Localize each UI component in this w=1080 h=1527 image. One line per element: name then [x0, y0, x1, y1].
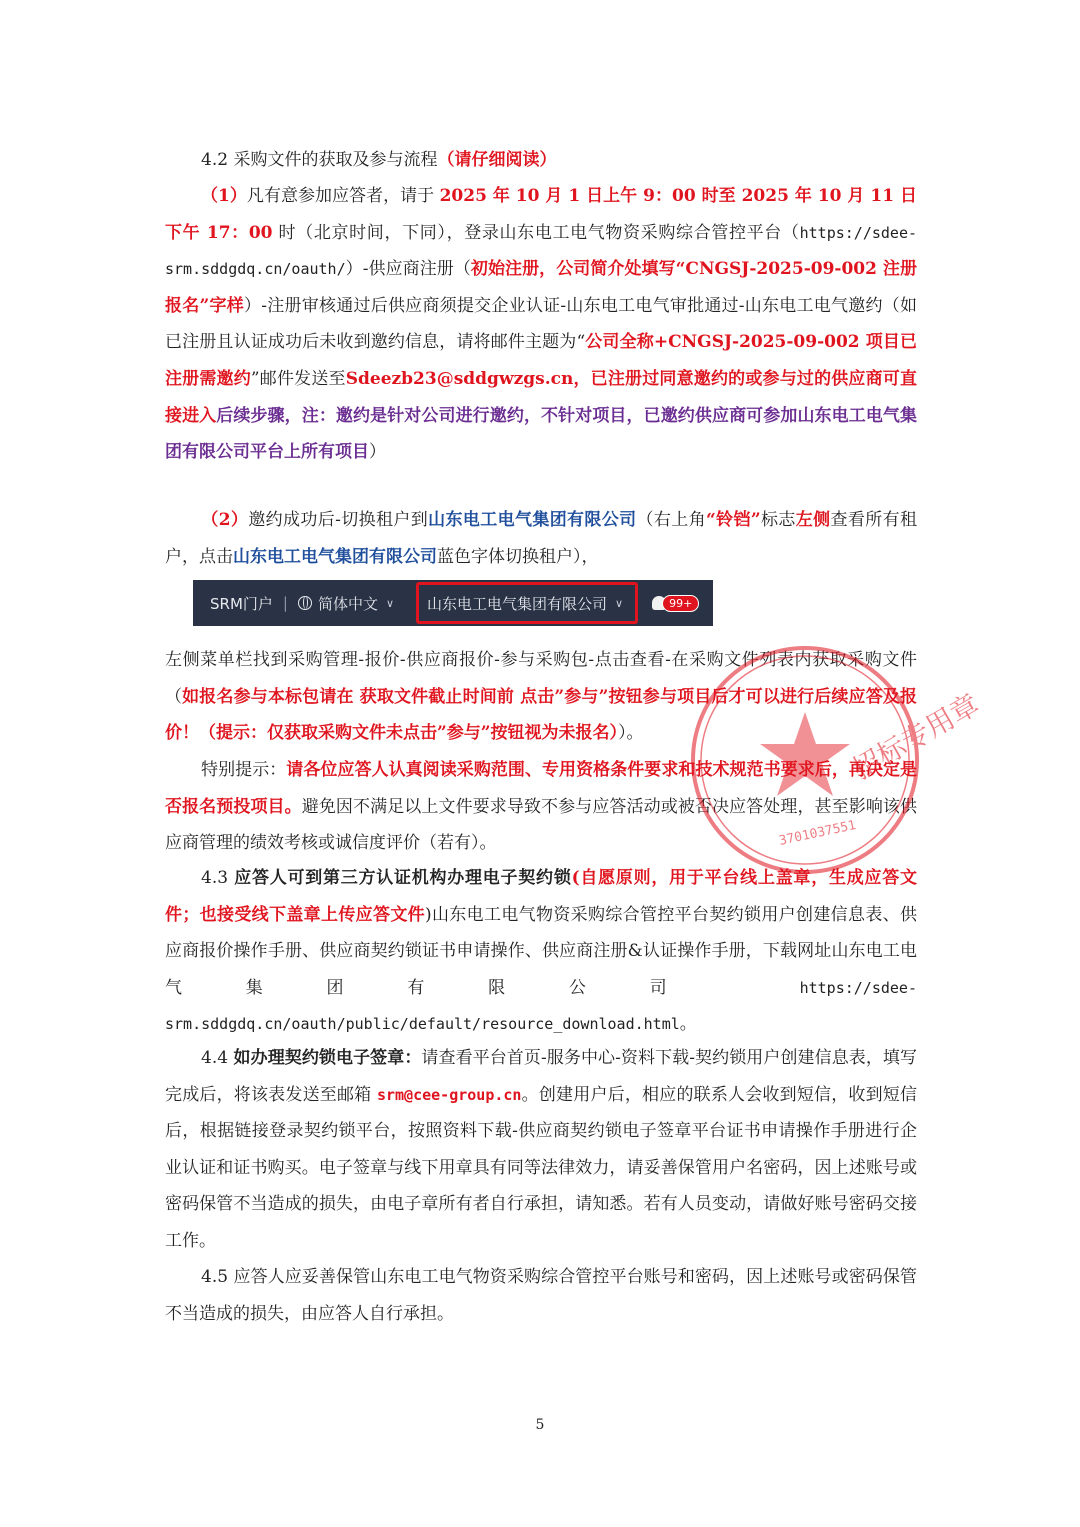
text-span: 请查看平台首页-服务中心-资料下载-契约锁用户创建信息表，填写完成后，将该表发送至邮箱 — [165, 1048, 918, 1105]
heading-note: （请仔细阅读） — [437, 150, 557, 170]
text-span: 时（北京时间，下同），登录山东电工电气物资采购综合管控平台（ — [272, 222, 800, 243]
text-span: ） — [369, 442, 386, 463]
text-span: 邀约成功后-切换租户到 — [248, 510, 429, 530]
section-number: 4.4 — [201, 1048, 234, 1068]
heading-text: 4.2 采购文件的获取及参与流程 — [201, 150, 438, 170]
section-number: 4.3 — [201, 868, 235, 888]
page-number: 5 — [535, 1417, 545, 1433]
voluntary-note: (自愿原则，用于平台线上盖章，生成应答文件；也接受线下盖章上传应答文件 — [165, 868, 917, 925]
text-span: 。 — [679, 1014, 697, 1035]
tenant-name: 山东电工电气集团有限公司 — [427, 594, 608, 613]
paragraph-step-3 — [165, 642, 917, 752]
text-span: 避免因不满足以上文件要求导致不参与应答活动或被否决应答处理，甚至影响该供应商管理的绩效考核或诚信度评价（若有）。 — [165, 796, 918, 854]
srm-email[interactable]: srm@cee-group.cn — [376, 1085, 522, 1104]
email-subject: 公司全称+CNGSJ-2025-09-002 项目已注册需邀约 — [165, 332, 917, 389]
paragraph-step-1 — [165, 178, 917, 471]
text-span: ）-注册审核通过后供应商须提交企业认证-山东电工电气审批通过-山东电工电气邀约（如已注册且认证成功后未收到邀约信息，请将邮件主题为“ — [165, 295, 917, 353]
registration-note: 初始注册，公司简介处填写“CNGSJ-2025-09-002 注册报名”字样 — [165, 259, 917, 316]
left-label: 左侧 — [795, 510, 831, 530]
paragraph-step-2 — [165, 502, 917, 575]
paragraph-4-5 — [165, 1259, 917, 1332]
text-span: （右上角 — [636, 510, 707, 530]
download-url[interactable]: https://sdee-srm.sddgdq.cn/oauth/public/default/resource_download.html — [165, 978, 917, 1034]
paragraph-4-3 — [165, 860, 917, 1043]
seal-number: 3701037551 — [777, 817, 858, 849]
language-selector[interactable]: 简体中文 — [317, 594, 378, 613]
text-span: ”邮件发送至 — [250, 368, 346, 389]
section-title: 应答人可到第三方认证机构办理电子契约锁 — [234, 868, 572, 888]
step-number: （2） — [201, 510, 249, 530]
paragraph-4-4 — [165, 1040, 917, 1260]
tenant-switcher[interactable] — [416, 582, 638, 624]
bell-label: “铃铛” — [706, 510, 761, 530]
globe-icon — [298, 596, 312, 610]
step-number: （1） — [201, 186, 247, 206]
platform-url[interactable]: https://sdee-srm.sddgdq.cn/oauth/ — [165, 223, 918, 279]
text-span: 查看所有租户，点击 — [165, 510, 918, 567]
participation-note: 如报名参与本标包请在 获取文件截止时间前 点击”参与”按钮参与项目后才可以进行后续应答及报价！（提示：仅获取采购文件未点击”参与”按钮视为未报名） — [165, 686, 917, 744]
seal-text: 招标专用章 — [847, 687, 985, 787]
tenant-name: 山东电工电气集团有限公司 — [233, 546, 437, 567]
srm-portal-link[interactable]: SRM门户 — [210, 594, 273, 613]
chevron-down-icon: ∨ — [385, 596, 395, 610]
text-span: )山东电工电气物资采购综合管控平台契约锁用户创建信息表、供应商报价操作手册、供应商契约锁证书申请操作、供应商注册&认证操作手册，下载网址山东电工电气集团有限公司 — [165, 904, 917, 998]
text-span: 。创建用户后，相应的联系人会收到短信，收到短信后，根据链接登录契约锁平台，按照资料下载-供应商契约锁电子签章平台证书申请操作手册进行企业认证和证书购买。电子签章与线下用章具有同等法律效力，请妥善保管用户名密码，因上述账号或密码保管不当造成的损失，由电子章所有者自行承担，请知悉。若有人员变动，请做好账号密码交接工作。 — [165, 1084, 917, 1251]
notification-badge: 99+ — [662, 595, 699, 612]
contact-email[interactable]: Sdeezb23@sddgwzgs.cn，已注册过同意邀约的或参与过的供应商可直接进入 — [165, 368, 917, 426]
text-span: ）-供应商注册（ — [345, 259, 471, 280]
text-span: 凡有意参加应答者，请于 — [246, 186, 440, 206]
section-4-2-heading — [165, 142, 917, 179]
separator: | — [282, 594, 288, 612]
paragraph-special-notice — [165, 752, 917, 862]
text-span: ）。 — [618, 723, 644, 744]
chevron-down-icon: ∨ — [615, 596, 624, 610]
text-span: 蓝色字体切换租户）， — [437, 546, 599, 567]
text-span: 左侧菜单栏找到采购管理-报价-供应商报价-参与采购包-点击查看-在采购文件列表内获取采购文件（ — [165, 650, 917, 707]
tenant-name: 山东电工电气集团有限公司 — [428, 510, 637, 530]
notice-label: 特别提示： — [201, 760, 287, 780]
srm-header-screenshot — [193, 580, 713, 626]
text-span: 标志 — [760, 510, 796, 530]
text-span: 4.5 应答人应妥善保管山东电工电气物资采购综合管控平台账号和密码，因上述账号或密码保管不当造成的损失，由应答人自行承担。 — [165, 1267, 917, 1324]
invitation-note: 后续步骤，注：邀约是针对公司进行邀约，不针对项目，已邀约供应商可参加山东电工电气集团有限公司平台上所有项目 — [165, 405, 918, 463]
time-range: 2025 年 10 月 1 日上午 9：00 时至 2025 年 10 月 11 日下午 17：00 — [165, 186, 917, 243]
notice-emphasis: 请各位应答人认真阅读采购范围、专用资格条件要求和技术规范书要求后，再决定是否报名预投项目。 — [165, 760, 918, 817]
section-title: 如办理契约锁电子签章： — [233, 1048, 422, 1068]
